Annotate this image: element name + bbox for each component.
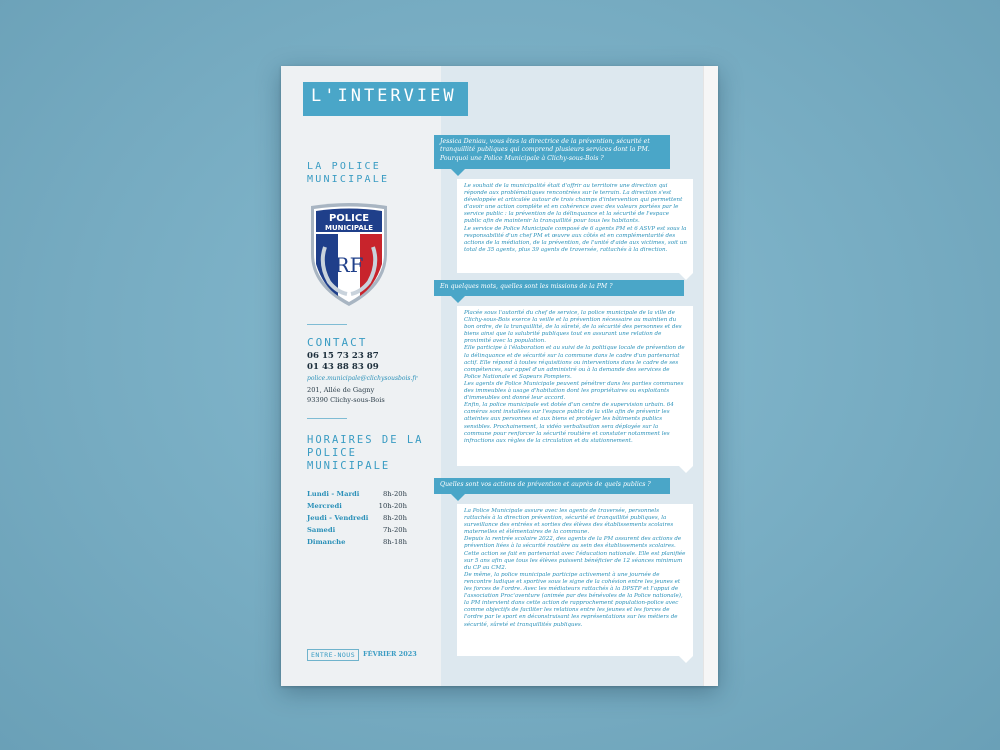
magazine-tag: ENTRE-NOUS: [307, 649, 359, 661]
speech-pointer: [679, 273, 693, 280]
phone-1: 06 15 73 23 87: [307, 351, 379, 361]
address-line-2: 93390 Clichy-sous-Bois: [307, 396, 385, 404]
page-edge: [703, 66, 718, 686]
divider: [307, 324, 347, 325]
section-title: LA POLICE MUNICIPALE: [307, 161, 390, 185]
divider: [307, 418, 347, 419]
phone-2: 01 43 88 83 09: [307, 362, 379, 372]
answer-text: La Police Municipale assure avec les agents de traversée, personnels rattachés à la direction prévention, sécurité et tranquillité publiques, la surveillance des entrées et sorties des élèves des établissements scolaires maternelles et élémentaires de la commune. Depuis la rentrée scolaire 2022, des agents de la PM assurent des actions de prévention liées à la sécurité routière au sein des établissements scolaires. Cette action se fait en partenariat avec l'éducation nationale. Elle est planifiée sur 5 ans afin que tous les élèves puissent bénéficier de 12 séances minimum du CP au CM2. De même, la police municipale participe activement à une journée de rencontre ludique et sportive sous le signe de la cohésion entre les jeunes et les forces de l'ordre. Avec les médiateurs rattachés à la DPSTP et l'appui de l'association Proc'aventure (animée par des bénévoles de la Police nationale), la PM intervient dans cette action de rapprochement population-police avec comme objectifs de faciliter les relations entre les jeunes et les forces de l'ordre par le sport en déconstruisant les représentations sur les métiers de sécurité, sûreté et tranquillités publiques.: [464, 508, 686, 628]
contact-title: CONTACT: [307, 336, 368, 349]
answer-box: [457, 306, 693, 466]
answer-box: [457, 179, 693, 273]
speech-pointer: [451, 169, 465, 176]
hours-row: [307, 490, 407, 500]
hours-day: Mercredi: [307, 502, 342, 510]
hours-day: Jeudi - Vendredi: [307, 514, 369, 522]
question-text: Jessica Deniau, vous êtes la directrice de la prévention, sécurité et tranquillité publiques qui comprend plusieurs services dont la PM. Pourquoi une Police Municipale à Clichy-sous-Bois ?: [440, 138, 650, 162]
hours-time: 8h-20h: [382, 514, 407, 522]
question-box: [434, 478, 670, 494]
question-text: Quelles sont vos actions de prévention et auprès de quels publics ?: [440, 481, 651, 488]
hours-time: 7h-20h: [382, 526, 407, 534]
answer-text: Le souhait de la municipalité était d'offrir au territoire une direction qui réponde aux problématiques rencontrées sur le terrain. La direction s'est développée et articulée autour de trois champs d'intervention qui permettent d'avoir une action complète et en cohérence avec des valeurs portées par le service public : la prévention de la délinquance et la sécurité de l'espace public afin de maintenir la tranquillité pour tous les habitants. Le service de Police Municipale composé de 6 agents PM et 6 ASVP est sous la responsabilité d'un chef PM et œuvre aux côtés et en complémentarité des actions de la médiation, de la prévention, de l'unité d'aide aux victimes, soit un total de 35 agents, plus 39 agents de traversée, rattachés à la direction.: [464, 183, 687, 253]
hours-day: Lundi - Mardi: [307, 490, 360, 498]
speech-pointer: [679, 656, 693, 663]
address-line-1: 201, Allée de Gagny: [307, 386, 375, 394]
hours-row: [307, 538, 407, 548]
question-box: [434, 135, 670, 169]
answer-box: [457, 504, 693, 656]
email-link[interactable]: police.municipale@clichysousbois.fr: [307, 375, 418, 382]
hours-row: [307, 502, 407, 512]
page-title: L'INTERVIEW: [311, 86, 457, 106]
hours-row: [307, 514, 407, 524]
question-box: [434, 280, 684, 296]
question-text: En quelques mots, quelles sont les missions de la PM ?: [440, 283, 613, 290]
answer-text: Placée sous l'autorité du chef de service, la police municipale de la ville de Clichy-sous-Bois exerce la veille et la prévention nécessaire au maintien du bon ordre, de la tranquillité, de la sûreté, de la sécurité des personnes et des biens ainsi que la salubrité publiques tout en assurant une relation de proximité avec la population. Elle participe à l'élaboration et au suivi de la politique locale de prévention de la délinquance et de sécurité sur la commune dans le cadre d'un partenariat actif. Elle répond à toutes réquisitions ou interventions dans le cadre de ses compétences, sur appel d'un administré ou à la demande des services de Police Nationale et Sapeurs Pompiers. Les agents de Police Municipale peuvent pénétrer dans les parties communes des immeubles à usage d'habitation dont les propriétaires ou exploitants d'immeubles ont donné leur accord. Enfin, la police municipale est dotée d'un centre de supervision urbain. 64 caméras sont installées sur l'espace public de la ville afin de prévenir les atteintes aux personnes et aux biens et protéger les bâtiments publics sensibles. Prochainement, la vidéo verbalisation sera déployée sur la commune pour renforcer la sécurité routière et constater notamment les infractions aux règles de la circulation et du stationnement.: [464, 310, 685, 444]
hours-time: 8h-18h: [382, 538, 407, 546]
issue-date: FÉVRIER 2023: [363, 650, 417, 658]
hours-row: [307, 526, 407, 536]
magazine-page: [281, 66, 718, 686]
speech-pointer: [679, 466, 693, 473]
hours-day: Dimanche: [307, 538, 346, 546]
hours-day: Samedi: [307, 526, 336, 534]
speech-pointer: [451, 494, 465, 501]
police-badge-logo: [307, 202, 391, 308]
hours-title: HORAIRES DE LA POLICE MUNICIPALE: [307, 434, 424, 472]
badge-monogram: RF: [334, 253, 364, 277]
badge-line2: MUNICIPALE: [324, 224, 374, 232]
hours-time: 10h-20h: [378, 502, 407, 510]
speech-pointer: [451, 296, 465, 303]
badge-line1: POLICE: [328, 213, 370, 224]
hours-time: 8h-20h: [382, 490, 407, 498]
